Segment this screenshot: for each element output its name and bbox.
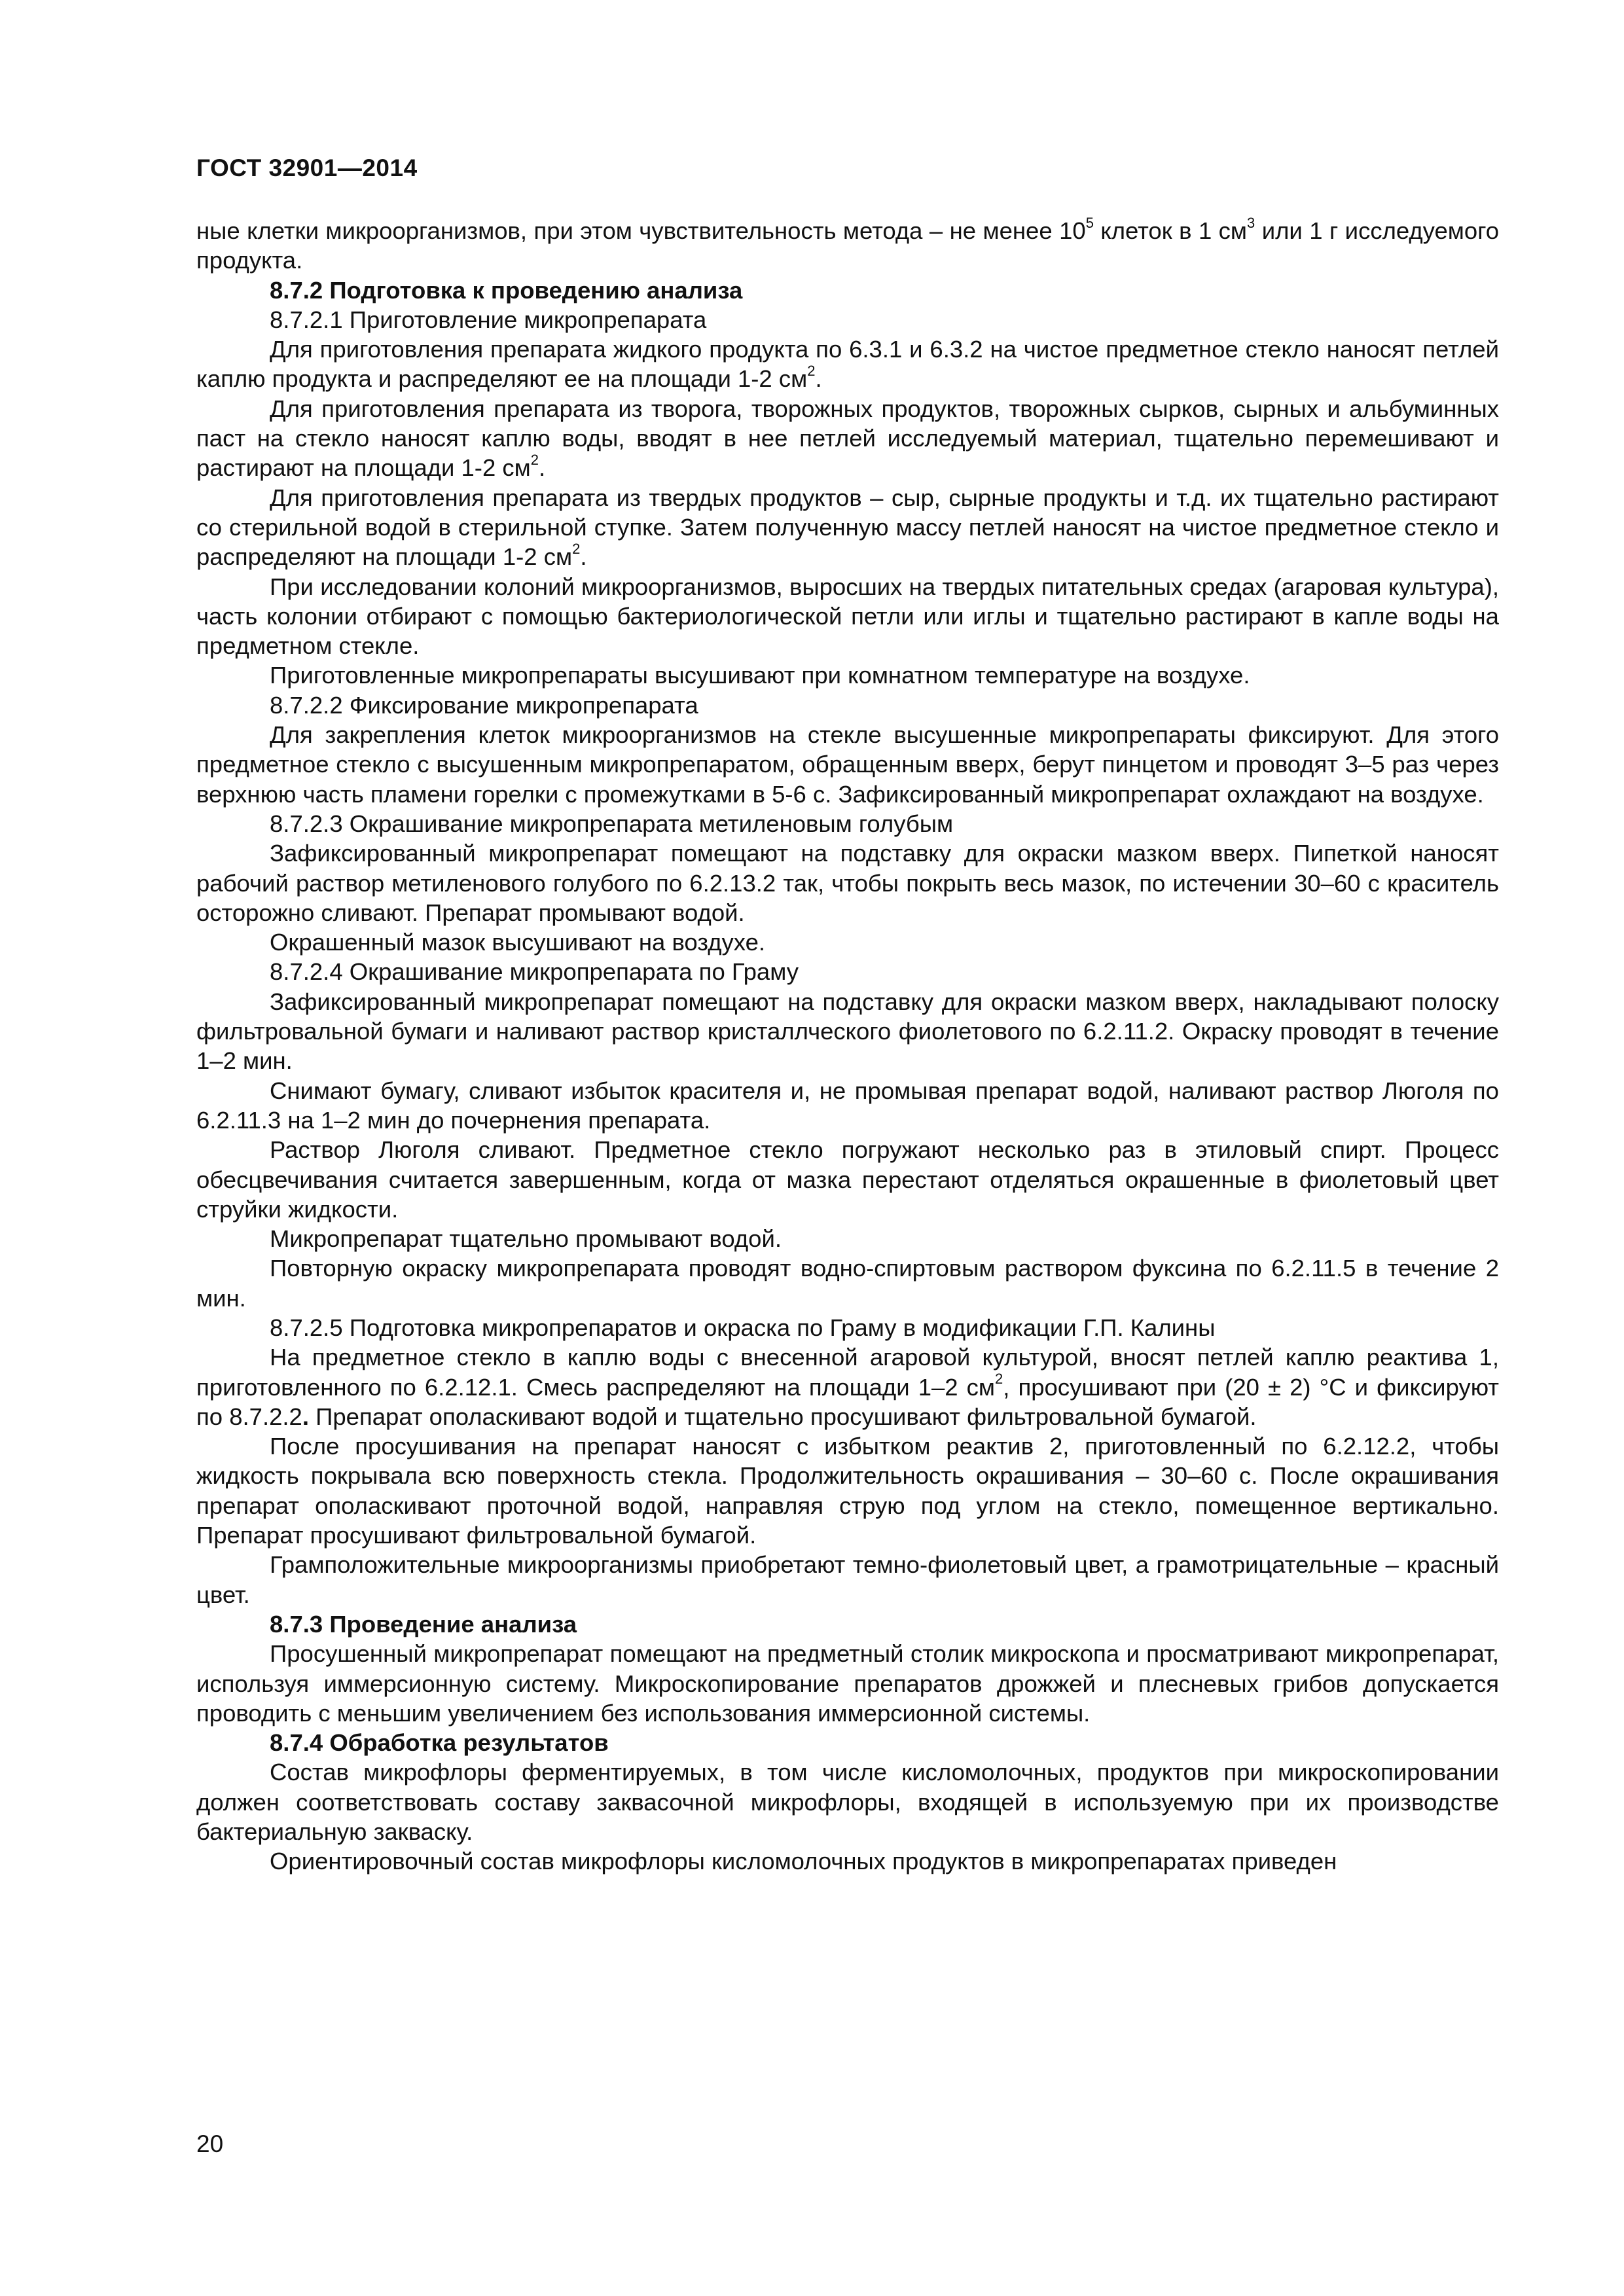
paragraph: Зафиксированный микропрепарат помещают на подставку для окраски мазком вверх, накладывают полоску фильтровальной бумаги и наливают раствор кристаллческого фиолетового по 6.2.11.2. Окраску проводят в течение 1–2 мин. xyxy=(196,988,1499,1075)
paragraph: Зафиксированный микропрепарат помещают на подставку для окраски мазком вверх. Пипеткой наносят рабочий раствор метиленового голубого по 6.2.13.2 так, чтобы покрыть весь мазок, по истечении 30–60 с краситель осторожно сливают. Препарат промывают водой. xyxy=(196,840,1499,926)
paragraph xyxy=(196,483,1499,572)
paragraph: При исследовании колоний микроорганизмов, выросших на твердых питательных средах (агаровая культура), часть колонии отбирают с помощью бактериологической петли или иглы и тщательно растирают в капле воды на предметном стекле. xyxy=(196,573,1499,660)
section-heading: 8.7.4 Обработка результатов xyxy=(270,1729,609,1757)
text: , просушивают при (20 ± 2) °С и фиксируют по 8.7.2.2 xyxy=(196,1373,1499,1430)
paragraph: Приготовленные микропрепараты высушивают при комнатном температуре на воздухе. xyxy=(270,662,1250,689)
text: На предметное стекло в каплю воды с внесенной агаровой культурой, вносят петлей каплю реактива 1, приготовленного по 6.2.12.1. Смесь распределяют на площади 1–2 см xyxy=(196,1344,1499,1401)
section-heading: 8.7.3 Проведение анализа xyxy=(270,1610,577,1638)
superscript: 2 xyxy=(530,452,539,469)
text: клеток в 1 см xyxy=(1093,217,1248,244)
superscript: 5 xyxy=(1085,214,1094,231)
subsection-heading: 8.7.2.5 Подготовка микропрепаратов и окраска по Граму в модификации Г.П. Калины xyxy=(270,1314,1216,1341)
paragraph xyxy=(196,394,1499,483)
page-number: 20 xyxy=(196,2130,224,2157)
superscript: 2 xyxy=(995,1371,1003,1388)
paragraph: Раствор Люголя сливают. Предметное стекло погружают несколько раз в этиловый спирт. Процесс обесцвечивания считается завершенным, когда от мазка перестают отделяться окрашенные в фиолетовый цвет струйки жидкости. xyxy=(196,1136,1499,1223)
paragraph: Микропрепарат тщательно промывают водой. xyxy=(270,1225,782,1253)
subsection-heading: 8.7.2.1 Приготовление микропрепарата xyxy=(270,306,707,333)
paragraph: Снимают бумагу, сливают избыток красителя и, не промывая препарат водой, наливают раствор Люголя по 6.2.11.3 на 1–2 мин до почернения препарата. xyxy=(196,1077,1499,1134)
subsection-heading: 8.7.2.3 Окрашивание микропрепарата метиленовым голубым xyxy=(270,810,954,837)
text: Для приготовления препарата из твердых продуктов – сыр, сырные продукты и т.д. их тщательно растирают со стерильной водой в стерильной ступке. Затем полученную массу петлей наносят на чистое предметное стекло и распределяют на площади 1-2 см xyxy=(196,484,1499,571)
text: . xyxy=(580,543,587,571)
document-body xyxy=(196,216,1499,1876)
superscript: 2 xyxy=(572,541,581,558)
text: или 1 г исследуемого продукта. xyxy=(196,217,1500,274)
document-header: ГОСТ 32901—2014 xyxy=(196,154,418,181)
paragraph: Состав микрофлоры ферментируемых, в том числе кисломолочных, продуктов при микроскопировании должен соответствовать составу заквасочной микрофлоры, входящей в используемую при их производстве бактериальную закваску. xyxy=(196,1759,1499,1846)
paragraph: Повторную окраску микропрепарата проводят водно-спиртовым раствором фуксина по 6.2.11.5 в течение 2 мин. xyxy=(196,1255,1499,1312)
text: Для приготовления препарата из творога, творожных продуктов, творожных сырков, сырных и альбуминных паст на стекло наносят каплю воды, вводят в нее петлей исследуемый материал, тщательно перемешивают и растирают на площади 1-2 см xyxy=(196,395,1499,482)
text: . xyxy=(539,454,546,482)
section-heading: 8.7.2 Подготовка к проведению анализа xyxy=(270,276,743,304)
paragraph: Для закрепления клеток микроорганизмов на стекле высушенные микропрепараты фиксируют. Для этого предметное стекло с высушенным микропрепаратом, обращенным вверх, берут пинцетом и проводят 3–5 раз через верхнюю часть пламени горелки с промежутками в 5-6 с. Зафиксированный микропрепарат охлаждают на воздухе. xyxy=(196,721,1499,808)
text: . xyxy=(815,365,822,393)
text: ные клетки микроорганизмов, при этом чувствительность метода – не менее 10 xyxy=(196,217,1086,244)
paragraph: Окрашенный мазок высушивают на воздухе. xyxy=(270,929,766,956)
paragraph: Грамположительные микроорганизмы приобретают темно-фиолетовый цвет, а грамотрицательные – красный цвет. xyxy=(196,1551,1499,1608)
paragraph xyxy=(196,334,1499,394)
superscript: 3 xyxy=(1247,214,1255,231)
text: . xyxy=(302,1403,309,1430)
text: Препарат ополаскивают водой и тщательно просушивают фильтровальной бумагой. xyxy=(308,1403,1257,1430)
subsection-heading: 8.7.2.4 Окрашивание микропрепарата по Граму xyxy=(270,958,799,986)
paragraph xyxy=(196,1342,1499,1431)
paragraph: После просушивания на препарат наносят с избытком реактив 2, приготовленный по 6.2.12.2, чтобы жидкость покрывала всю поверхность стекла. Продолжительность окрашивания – 30–60 с. После окрашивания препарат ополаскивают проточной водой, направляя струю под углом на стекло, помещенное вертикально. Препарат просушивают фильтровальной бумагой. xyxy=(196,1433,1499,1549)
text: Для приготовления препарата жидкого продукта по 6.3.1 и 6.3.2 на чистое предметное стекло наносят петлей каплю продукта и распределяют ее на площади 1-2 см xyxy=(196,336,1499,393)
subsection-heading: 8.7.2.2 Фиксирование микропрепарата xyxy=(270,691,698,719)
paragraph: Просушенный микропрепарат помещают на предметный столик микроскопа и просматривают микропрепарат, используя иммерсионную систему. Микроскопирование препаратов дрожжей и плесневых грибов допускается проводить с меньшим увеличением без использования иммерсионной системы. xyxy=(196,1640,1499,1727)
superscript: 2 xyxy=(807,363,816,380)
paragraph: Ориентировочный состав микрофлоры кисломолочных продуктов в микропрепаратах приведен xyxy=(270,1848,1337,1875)
paragraph xyxy=(196,216,1499,276)
